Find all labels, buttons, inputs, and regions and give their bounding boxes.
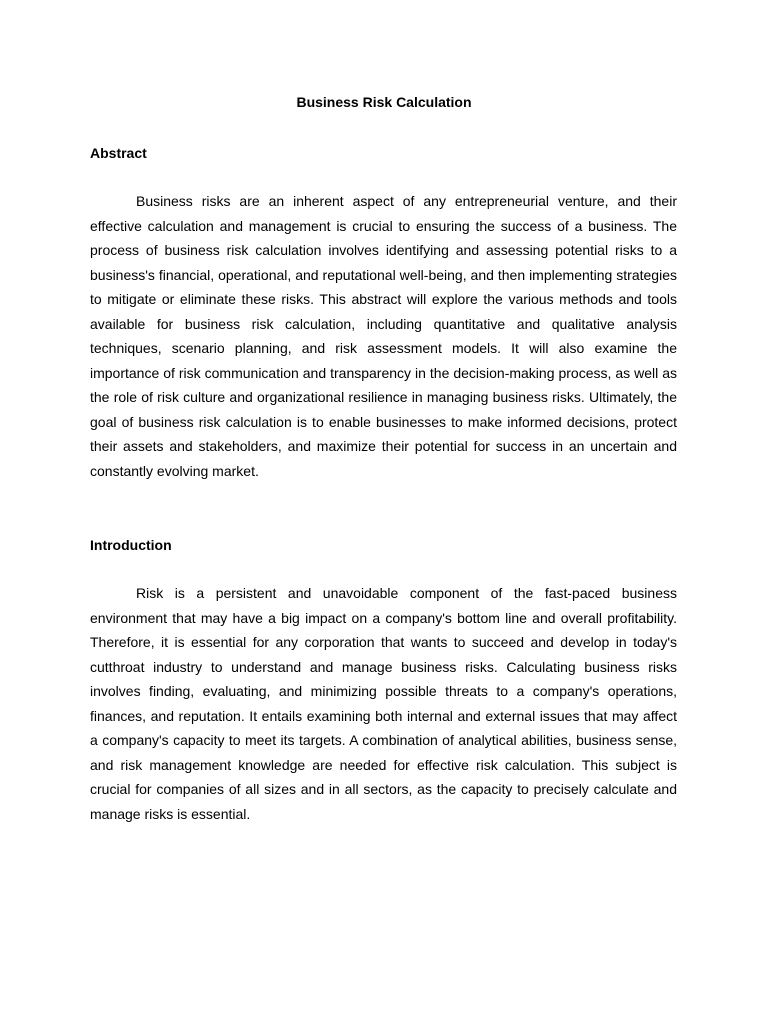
- introduction-heading: Introduction: [90, 537, 172, 553]
- abstract-paragraph: Business risks are an inherent aspect of any entrepreneurial venture, and their effective calculation and management is crucial to ensuring the success of a business. The process of business risk calculation involves identifying and assessing potential risks to a business's financial, operational, and reputational well-being, and then implementing strategies to mitigate or eliminate these risks. This abstract will explore the various methods and tools available for business risk calculation, including quantitative and qualitative analysis techniques, scenario planning, and risk assessment models. It will also examine the importance of risk communication and transparency in the decision-making process, as well as the role of risk culture and organizational resilience in managing business risks. Ultimately, the goal of business risk calculation is to enable businesses to make informed decisions, protect their assets and stakeholders, and maximize their potential for success in an uncertain and constantly evolving market.: [90, 193, 677, 479]
- introduction-paragraph: Risk is a persistent and unavoidable component of the fast-paced business environment that may have a big impact on a company's bottom line and overall profitability. Therefore, it is essential for any corporation that wants to succeed and develop in today's cutthroat industry to understand and manage business risks. Calculating business risks involves finding, evaluating, and minimizing possible threats to a company's operations, finances, and reputation. It entails examining both internal and external issues that may affect a company's capacity to meet its targets. A combination of analytical abilities, business sense, and risk management knowledge are needed for effective risk calculation. This subject is crucial for companies of all sizes and in all sectors, as the capacity to precisely calculate and manage risks is essential.: [90, 585, 677, 822]
- document-title: Business Risk Calculation: [296, 94, 472, 110]
- abstract-heading: Abstract: [90, 145, 147, 161]
